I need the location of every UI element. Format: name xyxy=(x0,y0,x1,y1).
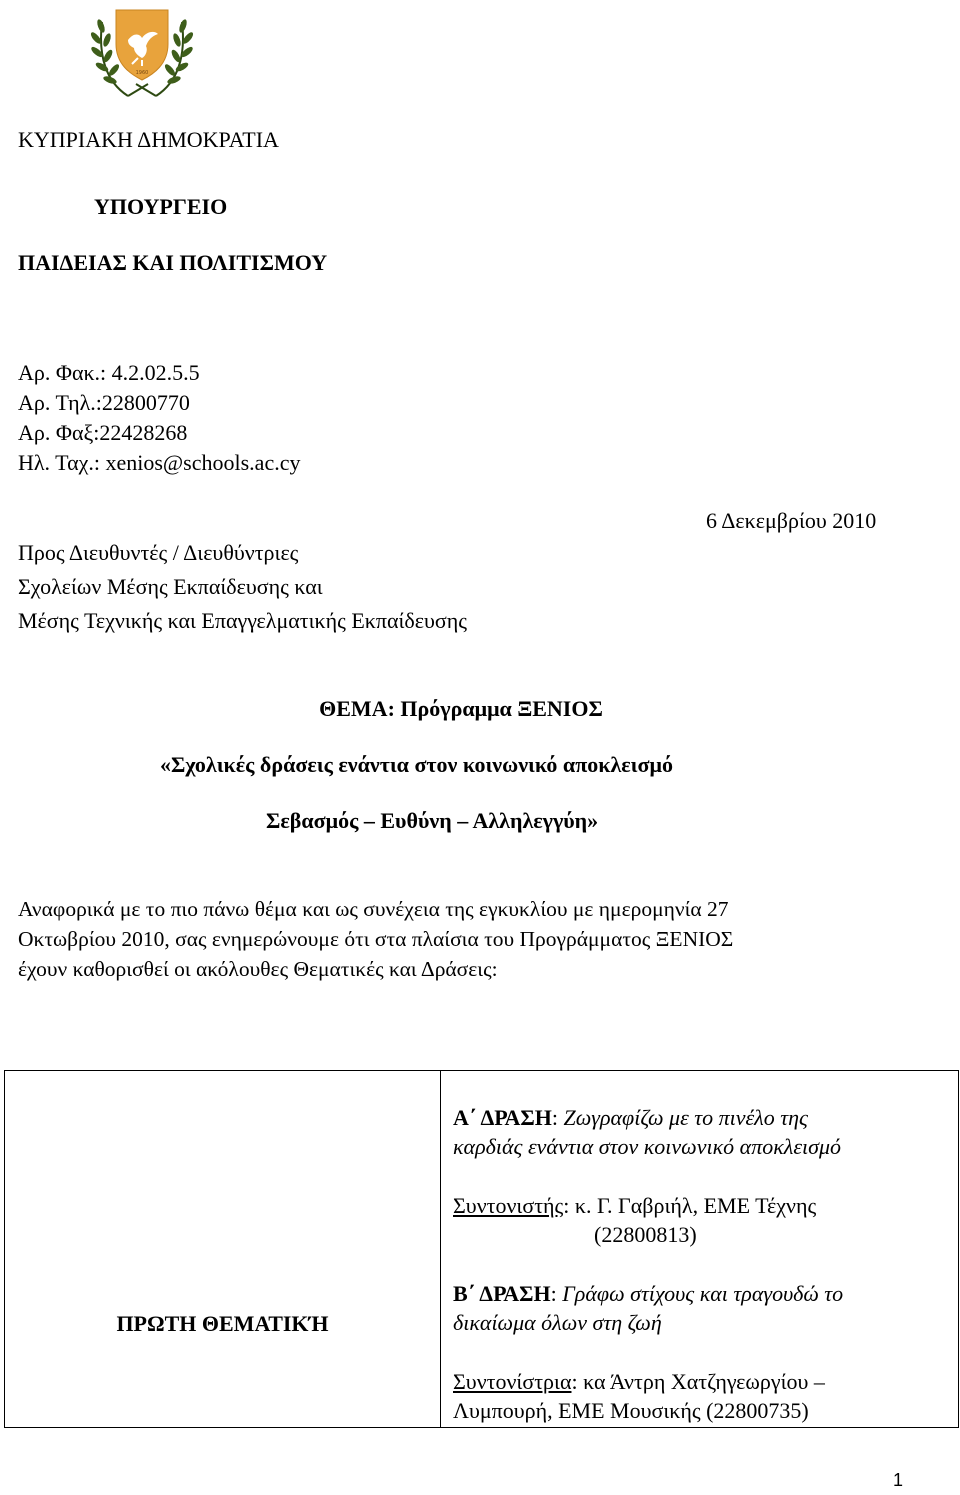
action-b-sep: : xyxy=(550,1281,557,1306)
recipients-line-1: Προς Διευθυντές / Διευθύντριες xyxy=(18,540,299,565)
body-paragraph xyxy=(18,894,948,984)
body-line-2: Οκτωβρίου 2010, σας ενημερώνουμε ότι στα πλαίσια του Προγράμματος ΞΕΝΙΟΣ xyxy=(18,927,734,951)
coordinator-b-text: : κα Άντρη Χατζηγεωργίου – xyxy=(571,1369,825,1394)
email-address: Ηλ. Ταχ.: xenios@schools.ac.cy xyxy=(18,450,301,475)
file-number: Αρ. Φακ.: 4.2.02.5.5 xyxy=(18,360,200,385)
subject-title: ΘΕΜΑ: Πρόγραμμα ΞΕΝΙΟΣ xyxy=(319,696,603,721)
coordinator-b-text-2: Λυμπουρή, ΕΜΕ Μουσικής (22800735) xyxy=(453,1398,809,1423)
coordinator-a-text: : κ. Γ. Γαβριήλ, ΕΜΕ Τέχνης xyxy=(563,1193,817,1218)
action-b-coordinator xyxy=(453,1367,958,1425)
coordinator-b-label: Συντονίστρια xyxy=(453,1369,572,1394)
actions-cell xyxy=(441,1071,959,1428)
subject-line-1 xyxy=(0,694,960,724)
action-a xyxy=(453,1103,958,1161)
cyprus-coat-of-arms-icon xyxy=(88,4,196,100)
subject-line-2: «Σχολικές δράσεις ενάντια στον κοινωνικό αποκλεισμό xyxy=(160,752,673,777)
action-a-title-1: Ζωγραφίζω με το πινέλο της xyxy=(558,1105,808,1130)
phone-number: Αρ. Τηλ.:22800770 xyxy=(18,390,190,415)
recipients-block xyxy=(18,536,467,638)
action-b-label: Β΄ ΔΡΑΣΗ xyxy=(453,1281,551,1306)
recipients-line-2: Σχολείων Μέσης Εκπαίδευσης και xyxy=(18,574,323,599)
action-a-title-2: καρδιάς ενάντια στον κοινωνικό αποκλεισμό xyxy=(453,1134,841,1159)
action-b-title-2: δικαίωμα όλων στη ζωή xyxy=(453,1310,662,1335)
coordinator-a-label: Συντονιστής xyxy=(453,1193,564,1218)
action-b-title-1: Γράφω στίχους και τραγουδώ το xyxy=(556,1281,844,1306)
country-name: ΚΥΠΡΙΑΚΗ ΔΗΜΟΚΡΑΤΙΑ xyxy=(18,127,279,152)
subject-line-3: Σεβασμός – Ευθύνη – Αλληλεγγύη» xyxy=(266,808,599,833)
reference-block xyxy=(18,358,300,478)
letter-date: 6 Δεκεμβρίου 2010 xyxy=(706,508,877,533)
ministry-line-2: ΠΑΙΔΕΙΑΣ ΚΑΙ ΠΟΛΙΤΙΣΜΟΥ xyxy=(18,250,328,275)
body-line-3: έχουν καθορισθεί οι ακόλουθες Θεματικές και Δράσεις: xyxy=(18,957,498,981)
action-a-sep: : xyxy=(551,1105,559,1130)
theme-label: ΠΡΩΤΗ ΘΕΜΑΤΙΚΉ xyxy=(116,1311,329,1336)
body-line-1: Αναφορικά με το πιο πάνω θέμα και ως συνέχεια της εγκυκλίου με ημερομηνία 27 xyxy=(18,897,729,921)
recipients-line-3: Μέσης Τεχνικής και Επαγγελματικής Εκπαίδευσης xyxy=(18,608,467,633)
page-number: 1 xyxy=(893,1470,904,1490)
action-a-coordinator xyxy=(453,1191,958,1249)
fax-number: Αρ. Φαξ:22428268 xyxy=(18,420,188,445)
emblem-year: 1960 xyxy=(135,70,149,76)
action-a-label: Α΄ ΔΡΑΣΗ xyxy=(453,1105,552,1130)
theme-cell xyxy=(5,1071,441,1428)
action-b xyxy=(453,1279,958,1337)
thematic-table xyxy=(4,1070,959,1428)
ministry-line-1: ΥΠΟΥΡΓΕΙΟ xyxy=(94,194,228,219)
coordinator-a-phone: (22800813) xyxy=(594,1222,697,1247)
